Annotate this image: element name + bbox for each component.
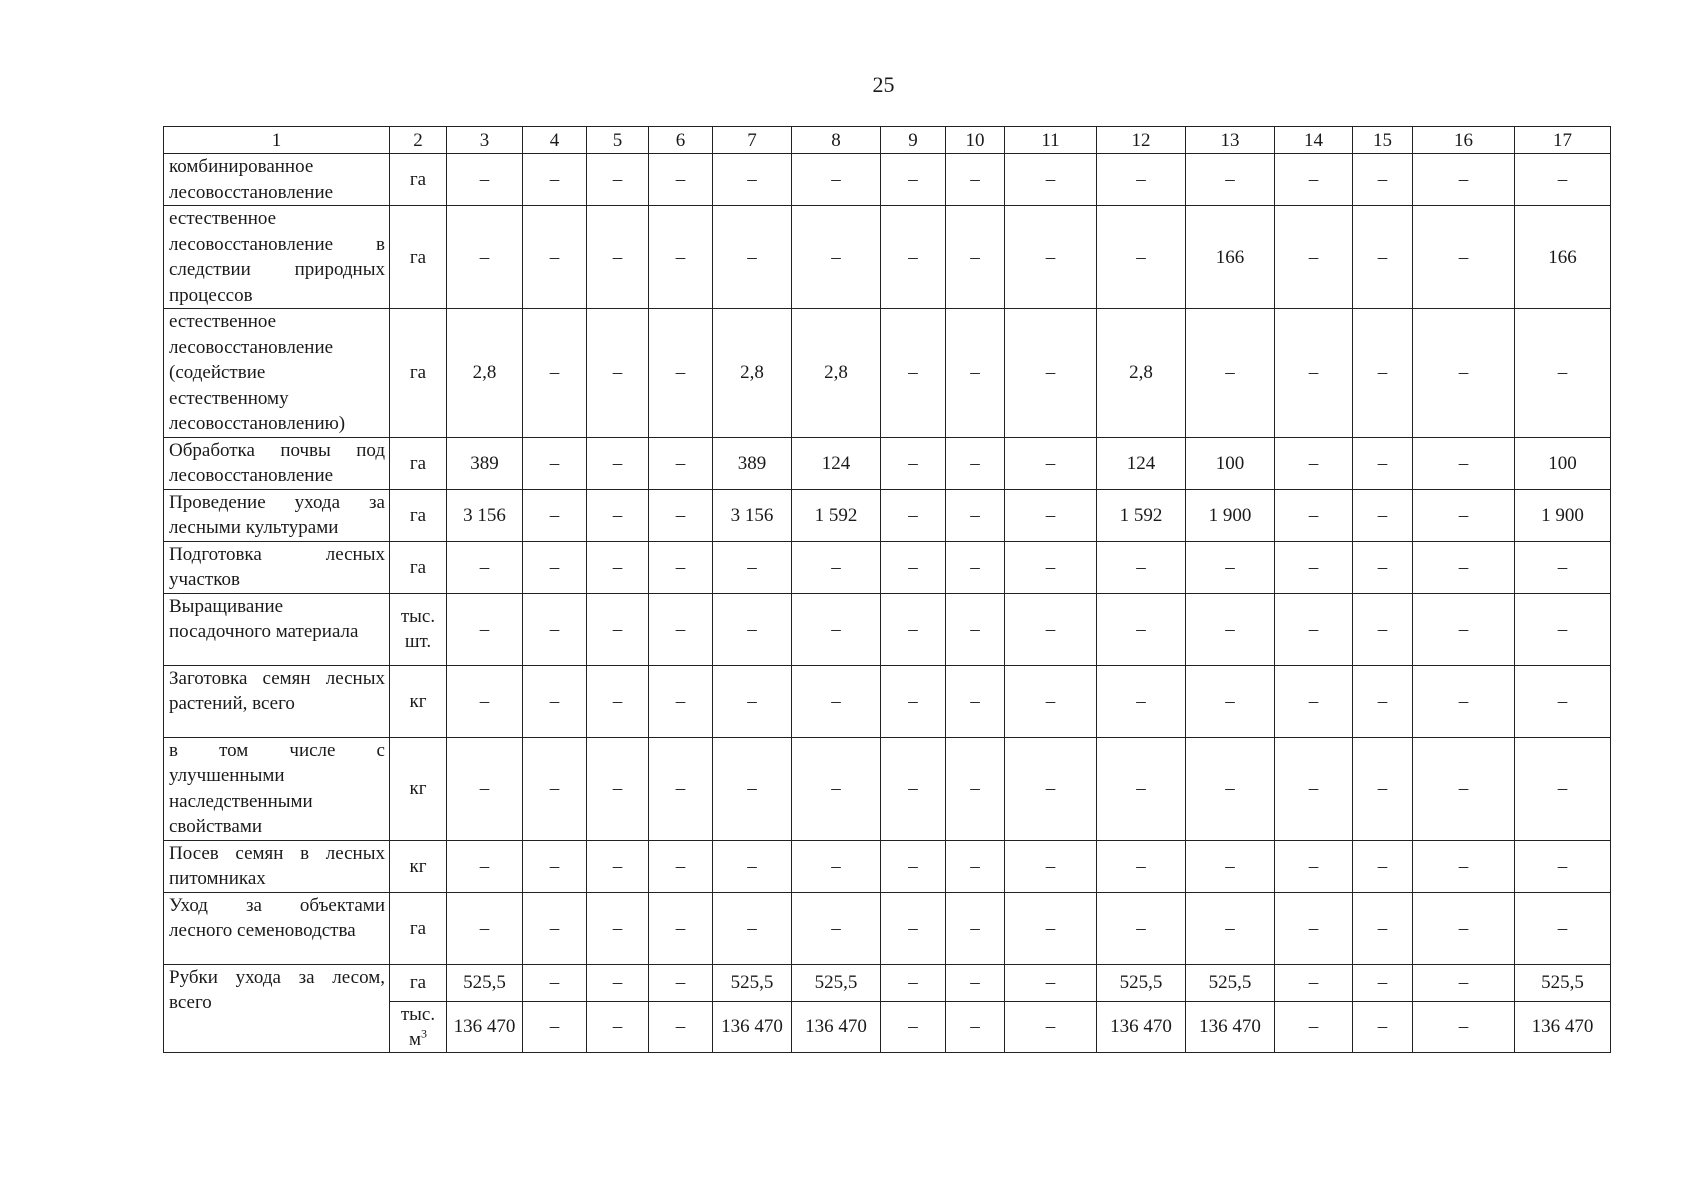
column-header-7: 7 xyxy=(713,127,792,154)
table-cell: – xyxy=(946,665,1005,737)
table-cell: – xyxy=(713,541,792,593)
table-cell: – xyxy=(1186,309,1275,438)
table-cell: – xyxy=(1353,665,1413,737)
table-cell: – xyxy=(713,206,792,309)
row-name: Уход за объектами лесного семеноводства xyxy=(164,892,390,964)
table-cell: 525,5 xyxy=(1186,964,1275,1001)
table-cell: – xyxy=(1275,964,1353,1001)
table-cell: – xyxy=(1275,437,1353,489)
row-unit: га xyxy=(390,489,447,541)
row-name: Заготовка семян лесных растений, всего xyxy=(164,665,390,737)
table-cell: – xyxy=(946,437,1005,489)
table-row xyxy=(164,665,1611,737)
table-cell: – xyxy=(1413,737,1515,840)
table-cell: – xyxy=(1005,1001,1097,1052)
table-cell: – xyxy=(1413,154,1515,206)
row-name: Выращивание посадочного материала xyxy=(164,593,390,665)
table-cell: – xyxy=(587,840,649,892)
table-cell: – xyxy=(1275,665,1353,737)
table-cell: – xyxy=(649,541,713,593)
table-cell: 136 470 xyxy=(1186,1001,1275,1052)
table-cell: – xyxy=(523,840,587,892)
table-cell: – xyxy=(1515,892,1611,964)
table-cell: – xyxy=(523,1001,587,1052)
table-cell: – xyxy=(1353,840,1413,892)
table-cell: – xyxy=(649,154,713,206)
table-cell: – xyxy=(1275,892,1353,964)
table-cell: 100 xyxy=(1186,437,1275,489)
table-cell: – xyxy=(587,593,649,665)
table-cell: 525,5 xyxy=(447,964,523,1001)
table-cell: – xyxy=(1005,154,1097,206)
table-cell: – xyxy=(1097,892,1186,964)
table-cell: – xyxy=(881,1001,946,1052)
table-cell: – xyxy=(587,665,649,737)
table-cell: 166 xyxy=(1515,206,1611,309)
table-cell: – xyxy=(1097,737,1186,840)
table-row xyxy=(164,964,1611,1001)
table-cell: – xyxy=(1186,541,1275,593)
table-cell: – xyxy=(1005,541,1097,593)
table-cell: – xyxy=(946,309,1005,438)
data-table xyxy=(163,126,1611,1053)
table-cell: 166 xyxy=(1186,206,1275,309)
table-cell: – xyxy=(881,154,946,206)
table-cell: – xyxy=(1515,154,1611,206)
table-cell: 3 156 xyxy=(447,489,523,541)
table-cell: – xyxy=(447,541,523,593)
row-unit: кг xyxy=(390,737,447,840)
column-header-6: 6 xyxy=(649,127,713,154)
table-row xyxy=(164,489,1611,541)
table-cell: – xyxy=(1515,309,1611,438)
table-cell: – xyxy=(946,593,1005,665)
table-cell: 525,5 xyxy=(1515,964,1611,1001)
table-body xyxy=(164,154,1611,1053)
column-header-1: 1 xyxy=(164,127,390,154)
column-header-9: 9 xyxy=(881,127,946,154)
table-cell: – xyxy=(881,840,946,892)
column-header-5: 5 xyxy=(587,127,649,154)
row-name: естественное лесовосстановление в следствии природных процессов xyxy=(164,206,390,309)
column-header-16: 16 xyxy=(1413,127,1515,154)
table-cell: – xyxy=(649,737,713,840)
table-cell: – xyxy=(1275,206,1353,309)
table-cell: – xyxy=(1413,206,1515,309)
table-cell: – xyxy=(1097,154,1186,206)
page-number: 25 xyxy=(872,72,895,97)
table-cell: – xyxy=(649,665,713,737)
table-cell: – xyxy=(1413,541,1515,593)
table-cell: – xyxy=(946,541,1005,593)
table-cell: 525,5 xyxy=(713,964,792,1001)
table-cell: – xyxy=(523,665,587,737)
table-cell: 1 592 xyxy=(792,489,881,541)
table-cell: – xyxy=(946,892,1005,964)
column-header-12: 12 xyxy=(1097,127,1186,154)
table-cell: – xyxy=(1005,593,1097,665)
table-cell: – xyxy=(1275,154,1353,206)
table-cell: – xyxy=(713,593,792,665)
table-cell: – xyxy=(1186,737,1275,840)
table-cell: – xyxy=(1005,665,1097,737)
table-cell: – xyxy=(1515,737,1611,840)
table-cell: – xyxy=(713,665,792,737)
table-cell: – xyxy=(649,892,713,964)
column-header-14: 14 xyxy=(1275,127,1353,154)
table-cell: – xyxy=(649,840,713,892)
table-cell: – xyxy=(792,206,881,309)
table-cell: – xyxy=(713,154,792,206)
table-cell: – xyxy=(1515,840,1611,892)
row-unit: га xyxy=(390,437,447,489)
row-unit: га xyxy=(390,154,447,206)
table-cell: – xyxy=(1413,964,1515,1001)
table-cell: – xyxy=(1005,437,1097,489)
table-cell: – xyxy=(587,892,649,964)
table-cell: – xyxy=(1515,593,1611,665)
table-row xyxy=(164,154,1611,206)
table-cell: – xyxy=(447,665,523,737)
table-cell: – xyxy=(1097,840,1186,892)
table-cell: – xyxy=(881,964,946,1001)
table-cell: – xyxy=(1186,665,1275,737)
table-cell: – xyxy=(881,489,946,541)
table-cell: – xyxy=(1353,892,1413,964)
table-cell: 136 470 xyxy=(447,1001,523,1052)
table-cell: – xyxy=(1275,541,1353,593)
table-cell: – xyxy=(946,154,1005,206)
table-cell: – xyxy=(649,489,713,541)
table-cell: – xyxy=(1005,206,1097,309)
table-cell: 136 470 xyxy=(1515,1001,1611,1052)
table-cell: – xyxy=(447,154,523,206)
row-unit: га xyxy=(390,892,447,964)
table-cell: – xyxy=(946,964,1005,1001)
table-cell: – xyxy=(649,437,713,489)
row-name: естественное лесовосстановление (содействие естественному лесовосстановлению) xyxy=(164,309,390,438)
column-header-15: 15 xyxy=(1353,127,1413,154)
table-cell: 1 900 xyxy=(1186,489,1275,541)
table-cell: – xyxy=(792,840,881,892)
table-cell: – xyxy=(1413,309,1515,438)
unit-main: тыс. xyxy=(400,1003,436,1025)
table-row xyxy=(164,840,1611,892)
table-cell: – xyxy=(1413,593,1515,665)
table-cell: – xyxy=(1186,593,1275,665)
table-cell: – xyxy=(1413,1001,1515,1052)
table-cell: – xyxy=(1275,1001,1353,1052)
table-cell: – xyxy=(792,541,881,593)
table-cell: – xyxy=(1275,489,1353,541)
table-cell: 1 592 xyxy=(1097,489,1186,541)
unit-superscript: 3 xyxy=(421,1026,428,1041)
table-cell: – xyxy=(587,154,649,206)
table-row xyxy=(164,541,1611,593)
table-cell: – xyxy=(447,840,523,892)
column-header-8: 8 xyxy=(792,127,881,154)
table-cell: 136 470 xyxy=(1097,1001,1186,1052)
table-cell: – xyxy=(587,309,649,438)
table-cell: – xyxy=(792,665,881,737)
table-cell: – xyxy=(1005,737,1097,840)
table-cell: – xyxy=(523,309,587,438)
table-cell: – xyxy=(1005,892,1097,964)
table-cell: – xyxy=(649,964,713,1001)
table-cell: – xyxy=(523,964,587,1001)
row-unit: тыс. шт. xyxy=(390,593,447,665)
table-cell: – xyxy=(447,593,523,665)
table-cell: – xyxy=(1275,593,1353,665)
table-cell: – xyxy=(1353,309,1413,438)
table-cell: – xyxy=(447,892,523,964)
table-cell: 136 470 xyxy=(792,1001,881,1052)
table-cell: – xyxy=(713,892,792,964)
row-name: комбинированное лесовосстановление xyxy=(164,154,390,206)
table-cell: – xyxy=(587,737,649,840)
table-cell: 3 156 xyxy=(713,489,792,541)
table-row xyxy=(164,437,1611,489)
table-cell: – xyxy=(447,206,523,309)
table-cell: – xyxy=(1413,437,1515,489)
table-cell: – xyxy=(881,593,946,665)
table-cell: – xyxy=(523,437,587,489)
table-cell: – xyxy=(1186,840,1275,892)
row-unit: га xyxy=(390,541,447,593)
table-cell: – xyxy=(1186,892,1275,964)
table-cell: – xyxy=(1186,154,1275,206)
row-unit: га xyxy=(390,964,447,1001)
column-header-10: 10 xyxy=(946,127,1005,154)
table-cell: – xyxy=(946,737,1005,840)
table-cell: – xyxy=(881,737,946,840)
table-cell: – xyxy=(649,593,713,665)
table-cell: – xyxy=(587,489,649,541)
table-cell: – xyxy=(523,892,587,964)
table-cell: – xyxy=(523,593,587,665)
table-cell: – xyxy=(881,206,946,309)
table-cell: – xyxy=(792,593,881,665)
table-cell: – xyxy=(1097,206,1186,309)
table-cell: – xyxy=(713,737,792,840)
table-cell: – xyxy=(881,665,946,737)
table-cell: 2,8 xyxy=(792,309,881,438)
column-header-13: 13 xyxy=(1186,127,1275,154)
table-cell: – xyxy=(587,964,649,1001)
table-cell: – xyxy=(1413,665,1515,737)
table-cell: – xyxy=(1353,1001,1413,1052)
table-cell: – xyxy=(1353,541,1413,593)
table-cell: – xyxy=(1353,154,1413,206)
table-cell: – xyxy=(587,206,649,309)
table-cell: – xyxy=(881,309,946,438)
table-cell: – xyxy=(523,541,587,593)
table-cell: – xyxy=(1353,489,1413,541)
table-cell: 2,8 xyxy=(1097,309,1186,438)
table-cell: 525,5 xyxy=(1097,964,1186,1001)
table-cell: – xyxy=(946,840,1005,892)
table-row xyxy=(164,206,1611,309)
row-unit xyxy=(390,1001,447,1052)
table-cell: – xyxy=(1275,737,1353,840)
column-header-11: 11 xyxy=(1005,127,1097,154)
table-cell: – xyxy=(1353,206,1413,309)
table-cell: – xyxy=(587,541,649,593)
table-cell: – xyxy=(1353,437,1413,489)
table-cell: 100 xyxy=(1515,437,1611,489)
table-cell: – xyxy=(1275,309,1353,438)
table-cell: – xyxy=(713,840,792,892)
table-cell: – xyxy=(1005,840,1097,892)
table-cell: – xyxy=(1413,892,1515,964)
row-unit: га xyxy=(390,206,447,309)
table-cell: 124 xyxy=(1097,437,1186,489)
table-cell: – xyxy=(587,1001,649,1052)
table-row xyxy=(164,593,1611,665)
row-name: в том числе с улучшенными наследственными свойствами xyxy=(164,737,390,840)
table-cell: – xyxy=(1353,593,1413,665)
table-row xyxy=(164,309,1611,438)
table-cell: 2,8 xyxy=(713,309,792,438)
row-unit: кг xyxy=(390,840,447,892)
column-header-3: 3 xyxy=(447,127,523,154)
table-cell: – xyxy=(881,541,946,593)
table-cell: – xyxy=(946,206,1005,309)
table-cell: – xyxy=(881,437,946,489)
table-row xyxy=(164,737,1611,840)
table-cell: – xyxy=(1097,665,1186,737)
table-cell: – xyxy=(447,737,523,840)
table-cell: – xyxy=(792,154,881,206)
table-cell: – xyxy=(792,737,881,840)
table-cell: – xyxy=(649,206,713,309)
table-cell: – xyxy=(1515,665,1611,737)
table-cell: – xyxy=(1353,964,1413,1001)
table-cell: – xyxy=(1097,541,1186,593)
table-cell: – xyxy=(1413,840,1515,892)
table-cell: – xyxy=(649,309,713,438)
table-cell: – xyxy=(1005,309,1097,438)
table-cell: – xyxy=(523,489,587,541)
column-header-2: 2 xyxy=(390,127,447,154)
table-cell: – xyxy=(1413,489,1515,541)
table-cell: 136 470 xyxy=(713,1001,792,1052)
table-cell: 124 xyxy=(792,437,881,489)
table-cell: – xyxy=(1275,840,1353,892)
table-cell: – xyxy=(1097,593,1186,665)
table-cell: – xyxy=(881,892,946,964)
table-cell: 389 xyxy=(447,437,523,489)
row-unit: кг xyxy=(390,665,447,737)
table-cell: – xyxy=(1515,541,1611,593)
table-row xyxy=(164,892,1611,964)
row-name: Проведение ухода за лесными культурами xyxy=(164,489,390,541)
table-cell: – xyxy=(587,437,649,489)
row-name: Посев семян в лесных питомниках xyxy=(164,840,390,892)
table-cell: – xyxy=(523,154,587,206)
header-row xyxy=(164,127,1611,154)
row-name: Подготовка лесных участков xyxy=(164,541,390,593)
table-cell: – xyxy=(649,1001,713,1052)
table-cell: – xyxy=(792,892,881,964)
table-cell: – xyxy=(946,489,1005,541)
unit-base: м xyxy=(408,1028,422,1050)
table-cell: – xyxy=(1005,964,1097,1001)
table-cell: – xyxy=(1005,489,1097,541)
column-header-4: 4 xyxy=(523,127,587,154)
column-header-17: 17 xyxy=(1515,127,1611,154)
row-unit: га xyxy=(390,309,447,438)
table-cell: 1 900 xyxy=(1515,489,1611,541)
table-cell: – xyxy=(523,737,587,840)
table-cell: – xyxy=(523,206,587,309)
table-cell: 2,8 xyxy=(447,309,523,438)
table-cell: 525,5 xyxy=(792,964,881,1001)
table-cell: – xyxy=(946,1001,1005,1052)
table-cell: 389 xyxy=(713,437,792,489)
row-name: Обработка почвы под лесовосстановление xyxy=(164,437,390,489)
row-name: Рубки ухода за лесом, всего xyxy=(164,964,390,1052)
table-cell: – xyxy=(1353,737,1413,840)
